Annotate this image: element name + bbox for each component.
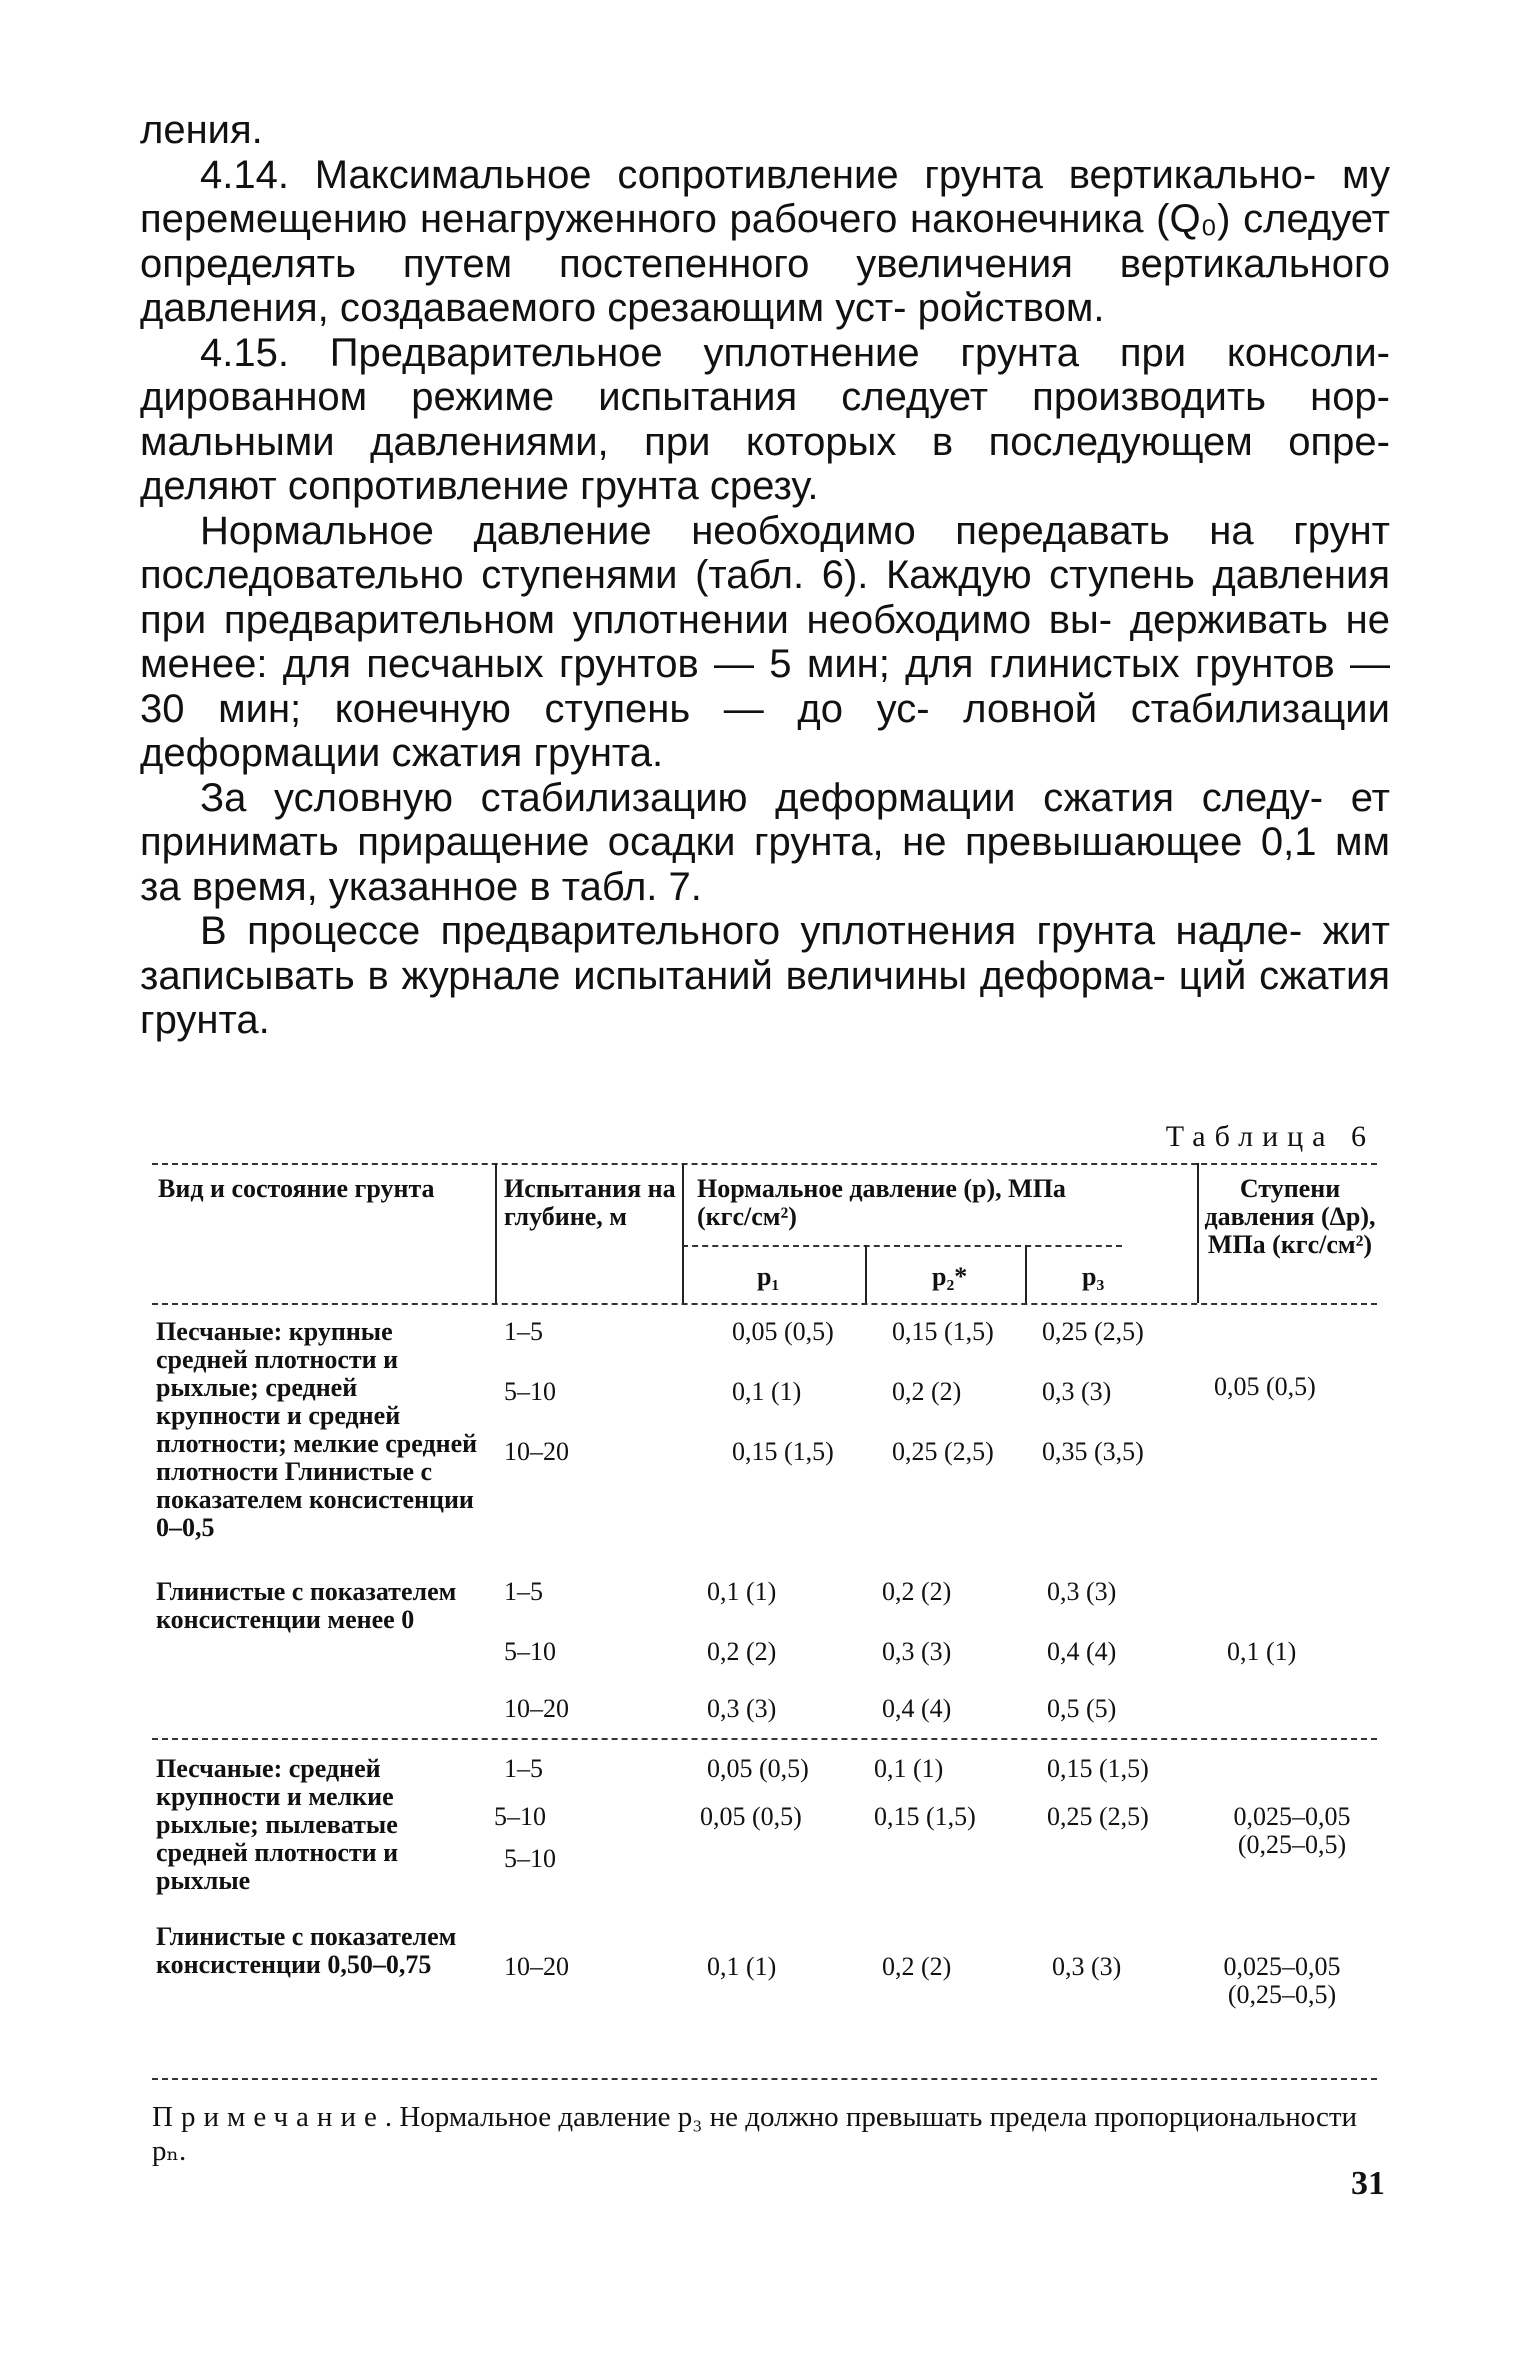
p3-cell: 0,35 (3,5) — [1042, 1437, 1144, 1466]
header-p3: p₃ — [1082, 1262, 1105, 1291]
p2-cell: 0,1 (1) — [874, 1754, 944, 1783]
depth-cell: 10–20 — [504, 1437, 569, 1466]
soil-group-label: Глинистые с показателем консистенции 0,50–0,75 — [156, 1922, 457, 1979]
depth-cell: 5–10 — [494, 1802, 546, 1831]
pressure-step-cell: 0,025–0,05 (0,25–0,5) — [1223, 1952, 1341, 2009]
depth-cell: 5–10 — [504, 1637, 556, 1666]
p1-cell: 0,15 (1,5) — [732, 1437, 834, 1466]
text-line: За условную стабилизацию деформации сжатия следу- — [200, 775, 1324, 820]
paragraph-4-15 — [140, 331, 1390, 509]
text-line: ций сжатия грунта. — [140, 953, 1391, 1042]
paragraph-normal-pressure — [140, 509, 1390, 776]
text-line: ройством. — [917, 286, 1105, 330]
text-line: 0,1 мм за время, указанное в табл. 7. — [140, 820, 1390, 909]
header-pressure-steps: Ступени давления (Δp), МПа (кгс/см²) — [1204, 1174, 1376, 1259]
text-line: деляют сопротивление грунта срезу. — [140, 464, 819, 508]
p1-cell: 0,3 (3) — [707, 1694, 777, 1723]
table-bottom-rule — [152, 2078, 1377, 2080]
note-label: Примечание — [152, 2101, 385, 2133]
paragraph-journal — [140, 909, 1390, 1043]
p3-cell: 0,25 (2,5) — [1042, 1317, 1144, 1346]
text-line: держивать не менее: для песчаных грунтов — 5 мин; для — [140, 597, 1390, 686]
p3-cell: 0,5 (5) — [1047, 1694, 1117, 1723]
p1-cell: 0,05 (0,5) — [707, 1754, 809, 1783]
p1-cell: 0,1 (1) — [707, 1577, 777, 1606]
depth-cell: 1–5 — [504, 1754, 543, 1783]
pressure-step-cell: 0,025–0,05 (0,25–0,5) — [1233, 1802, 1351, 1859]
p2-cell: 0,2 (2) — [892, 1377, 962, 1406]
header-divider — [865, 1245, 867, 1303]
p3-cell: 0,3 (3) — [1052, 1952, 1122, 1981]
depth-cell: 5–10 — [504, 1377, 556, 1406]
header-divider — [1025, 1245, 1027, 1303]
p2-cell: 0,15 (1,5) — [874, 1802, 976, 1831]
p1-cell: 0,1 (1) — [732, 1377, 802, 1406]
p1-cell: 0,2 (2) — [707, 1637, 777, 1666]
soil-group-label: Песчаные: крупные средней плотности и рыхлые; средней крупности и средней плотности; мелкие средней плотности Глинистые с показателем консистенции 0–0,5 — [156, 1317, 478, 1542]
text-line: ловной стабилизации деформации сжатия грунта. — [140, 686, 1390, 775]
p2-cell: 0,15 (1,5) — [892, 1317, 994, 1346]
p2-cell: 0,2 (2) — [882, 1952, 952, 1981]
page-number: 31 — [1351, 2165, 1385, 2202]
paragraph-4-14 — [140, 153, 1390, 331]
text-line: глинистых грунтов — 30 мин; конечную ступень — до ус- — [140, 642, 1390, 731]
text-line: вертикального давления, создаваемого срезающим уст- — [140, 241, 1390, 330]
p2-cell: 0,2 (2) — [882, 1577, 952, 1606]
p3-cell: 0,15 (1,5) — [1047, 1754, 1149, 1783]
p2-cell: 0,25 (2,5) — [892, 1437, 994, 1466]
header-depth: Испытания на глубине, м — [504, 1174, 676, 1231]
p2-cell: 0,4 (4) — [882, 1694, 952, 1723]
text-line: дированном режиме испытания следует производить нор- — [140, 375, 1390, 419]
p1-cell: 0,05 (0,5) — [732, 1317, 834, 1346]
text-line: ет принимать приращение осадки грунта, не превышающее — [140, 775, 1390, 864]
note-text: . Нормальное давление p₃ не должно превышать предела пропорциональности pₙ. — [152, 2101, 1358, 2167]
header-divider — [495, 1163, 497, 1303]
header-bottom-rule — [152, 1303, 1377, 1305]
header-soil-type: Вид и состояние грунта — [158, 1174, 435, 1203]
depth-cell: 1–5 — [504, 1317, 543, 1346]
depth-cell: 10–20 — [504, 1952, 569, 1981]
body-text — [140, 108, 1390, 1043]
table-top-rule — [152, 1163, 1377, 1165]
text-line: ления. — [140, 108, 263, 152]
header-divider — [1197, 1163, 1199, 1303]
header-p2: p₂* — [932, 1262, 968, 1291]
soil-group-label: Глинистые с показателем консистенции менее 0 — [156, 1577, 457, 1634]
text-line: му перемещению ненагруженного рабочего наконечника — [140, 152, 1390, 241]
table-note — [152, 2100, 1382, 2168]
text-line: (Q₀) следует определять путем постепенного увеличения — [140, 197, 1390, 286]
pressure-step-cell: 0,1 (1) — [1227, 1637, 1297, 1666]
text-line: 4.15. Предварительное уплотнение грунта при консоли- — [200, 330, 1390, 375]
group-divider-rule — [152, 1738, 1377, 1740]
table-caption: Таблица 6 — [1165, 1120, 1375, 1153]
paragraph-stabilization — [140, 776, 1390, 910]
text-line: последовательно ступенями (табл. 6). Каждую ступень — [140, 553, 1195, 597]
p3-cell: 0,4 (4) — [1047, 1637, 1117, 1666]
text-line: Нормальное давление необходимо передавать на грунт — [200, 508, 1390, 553]
p1-cell: 0,05 (0,5) — [700, 1802, 802, 1831]
p2-cell: 0,3 (3) — [882, 1637, 952, 1666]
p1-cell: 0,1 (1) — [707, 1952, 777, 1981]
depth-cell: 5–10 — [504, 1844, 556, 1873]
table-6 — [152, 1163, 1377, 2083]
text-line: жит записывать в журнале испытаний величины деформа- — [140, 909, 1390, 998]
text-line: мальными давлениями, при которых в последующем опре- — [140, 419, 1390, 464]
soil-group-label: Песчаные: средней крупности и мелкие рыхлые; пылеватые средней плотности и рыхлые — [156, 1754, 399, 1895]
depth-cell: 1–5 — [504, 1577, 543, 1606]
header-normal-pressure: Нормальное давление (p), МПа (кгс/см²) — [697, 1174, 1066, 1231]
depth-cell: 10–20 — [504, 1694, 569, 1723]
pressure-step-cell: 0,05 (0,5) — [1214, 1372, 1316, 1401]
p3-cell: 0,25 (2,5) — [1047, 1802, 1149, 1831]
text-line: 4.14. Максимальное сопротивление грунта вертикально- — [200, 152, 1317, 197]
header-divider — [682, 1163, 684, 1303]
text-line: давления при предварительном уплотнении необходимо вы- — [140, 553, 1390, 642]
header-p1: p₁ — [757, 1262, 780, 1291]
p3-cell: 0,3 (3) — [1047, 1577, 1117, 1606]
pressure-subheader-rule — [682, 1245, 1122, 1247]
p3-cell: 0,3 (3) — [1042, 1377, 1112, 1406]
text-line: В процессе предварительного уплотнения грунта надле- — [200, 909, 1303, 953]
